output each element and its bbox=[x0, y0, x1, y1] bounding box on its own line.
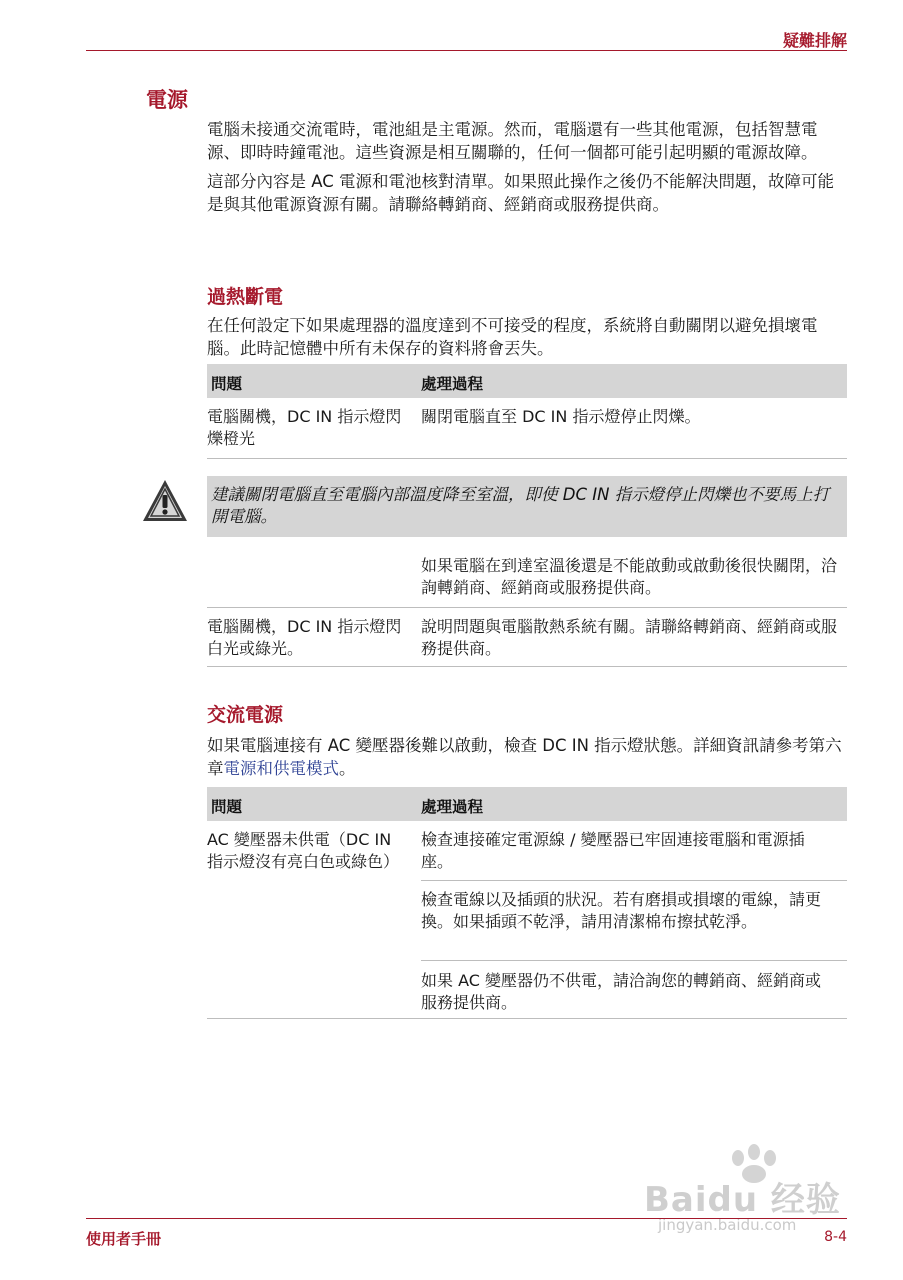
action-text: 檢查電線以及插頭的狀況。若有磨損或損壞的電線，請更換。如果插頭不乾淨，請用清潔棉布擦拭乾淨。 bbox=[421, 890, 822, 931]
manual-title: 使用者手冊 bbox=[86, 1230, 162, 1248]
column-header-problem: 問題 bbox=[211, 798, 243, 816]
problem-cell: 電腦關機，DC IN 指示燈閃爍橙光 bbox=[207, 407, 402, 448]
action-cell bbox=[421, 881, 847, 961]
table-row bbox=[207, 821, 847, 1019]
table-row bbox=[207, 398, 847, 459]
action-cell bbox=[421, 821, 847, 881]
ac-power-title: 交流電源 bbox=[207, 704, 284, 726]
action-text: 如果 AC 變壓器仍不供電，請洽詢您的轉銷商、經銷商或服務提供商。 bbox=[421, 971, 822, 1012]
table-header bbox=[207, 787, 847, 821]
table-row bbox=[207, 549, 847, 608]
warning-icon bbox=[140, 477, 190, 525]
column-header-problem: 問題 bbox=[211, 375, 243, 393]
action-cell: 說明問題與電腦散熱系統有關。請聯絡轉銷商、經銷商或服務提供商。 bbox=[421, 617, 838, 658]
paragraph-text: 如果電腦連接有 AC 變壓器後難以啟動，檢查 DC IN 指示燈狀態。詳細資訊請參考第六章 bbox=[207, 736, 842, 778]
overheat-table bbox=[207, 364, 847, 459]
section-intro bbox=[207, 118, 848, 216]
header-divider bbox=[86, 50, 847, 51]
table-row bbox=[207, 608, 847, 667]
intro-paragraph-2: 這部分內容是 AC 電源和電池核對清單。如果照此操作之後仍不能解決問題，故障可能是與其他電源資源有關。請聯絡轉銷商、經銷商或服務提供商。 bbox=[207, 172, 835, 214]
paragraph-text-end: 。 bbox=[339, 759, 356, 778]
intro-paragraph-1: 電腦未接通交流電時，電池組是主電源。然而，電腦還有一些其他電源，包括智慧電源、即時時鐘電池。這些資源是相互關聯的，任何一個都可能引起明顯的電源故障。 bbox=[207, 120, 818, 162]
warning-callout bbox=[207, 476, 847, 537]
watermark bbox=[640, 1150, 850, 1250]
action-cell: 如果電腦在到達室溫後還是不能啟動或啟動後很快關閉，洽詢轉銷商、經銷商或服務提供商。 bbox=[421, 556, 838, 597]
footer-divider bbox=[86, 1218, 847, 1219]
table-header bbox=[207, 364, 847, 398]
page-number: 8-4 bbox=[824, 1229, 847, 1245]
problem-cell: AC 變壓器未供電（DC IN 指示燈沒有亮白色或綠色） bbox=[207, 830, 400, 871]
column-header-action: 處理過程 bbox=[421, 375, 484, 393]
action-text: 檢查連接確定電源線 / 變壓器已牢固連接電腦和電源插座。 bbox=[421, 830, 805, 871]
ac-power-table bbox=[207, 787, 847, 1019]
chapter-link[interactable]: 電源和供電模式 bbox=[223, 759, 339, 778]
action-cell: 關閉電腦直至 DC IN 指示燈停止閃爍。 bbox=[421, 407, 701, 426]
section-title: 電源 bbox=[146, 88, 188, 112]
overheat-paragraph: 在任何設定下如果處理器的溫度達到不可接受的程度，系統將自動關閉以避免損壞電腦。此時記憶體中所有未保存的資料將會丟失。 bbox=[207, 316, 818, 358]
column-header-action: 處理過程 bbox=[421, 798, 484, 816]
overheat-title: 過熱斷電 bbox=[207, 286, 284, 308]
action-cell bbox=[421, 962, 831, 1014]
watermark-logo: Baidu 经验 bbox=[644, 1180, 841, 1220]
warning-text: 建議關閉電腦直至電腦內部溫度降至室溫，即使 DC IN 指示燈停止閃爍也不要馬上打開電腦。 bbox=[211, 485, 830, 526]
chapter-title: 疑難排解 bbox=[782, 31, 847, 50]
overheat-table-continued bbox=[207, 549, 847, 667]
ac-power-paragraph bbox=[207, 734, 848, 780]
problem-cell: 電腦關機，DC IN 指示燈閃白光或綠光。 bbox=[207, 617, 402, 658]
watermark-url: jingyan.baidu.com bbox=[658, 1216, 797, 1234]
